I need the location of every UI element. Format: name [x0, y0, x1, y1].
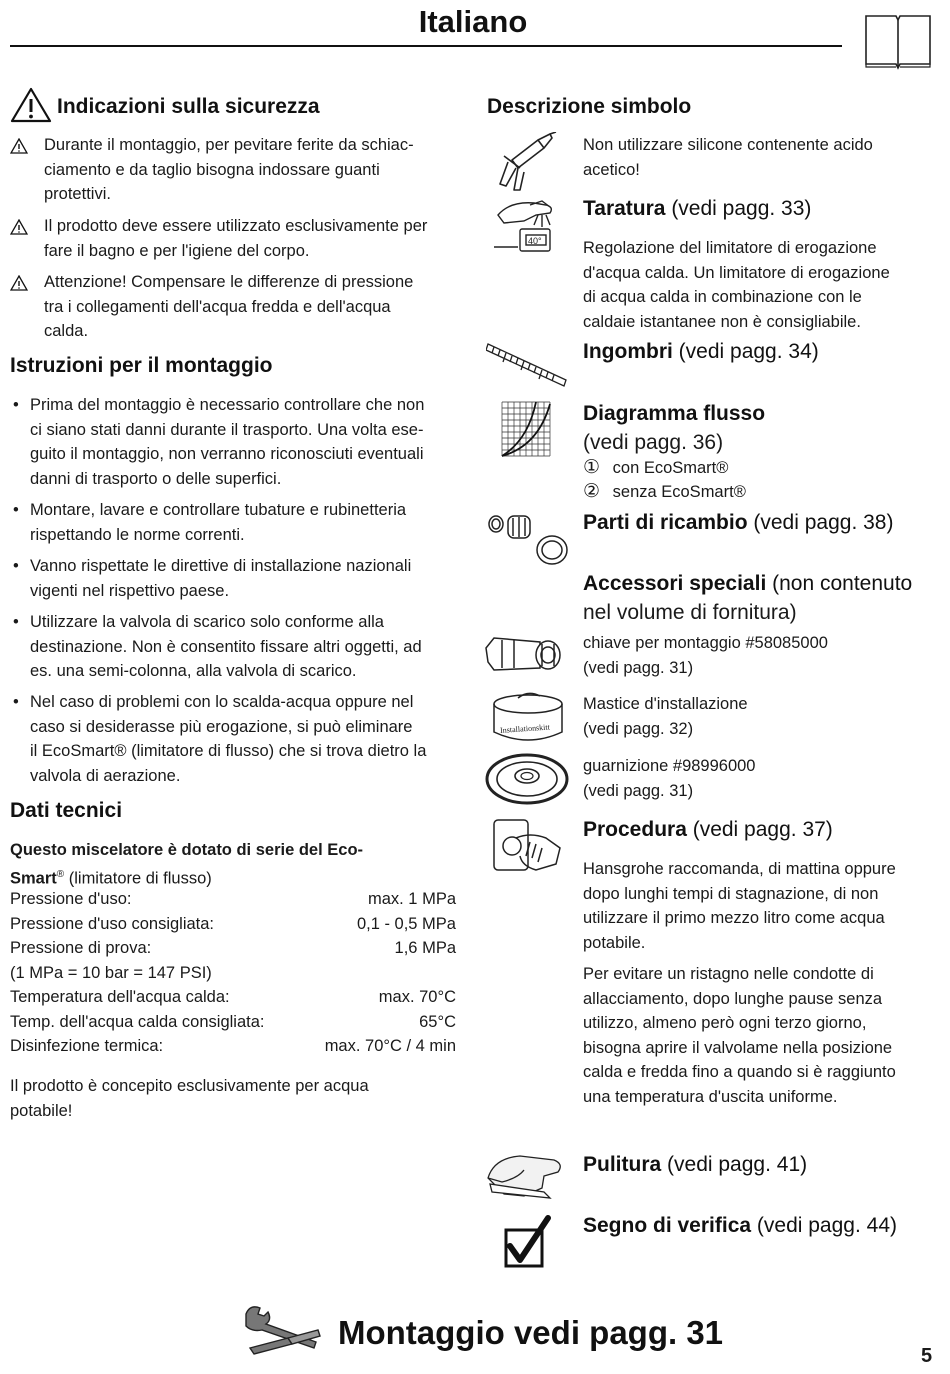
spec-label: Pressione di prova: [10, 939, 152, 957]
procedure-line: utilizzare il primo mezzo litro come acqua [583, 909, 885, 928]
flow-ref: (vedi pagg. 36) [583, 431, 724, 454]
procedure-line: potabile. [583, 933, 646, 952]
accessory-line: chiave per montaggio #58085000 [583, 634, 828, 652]
registered-mark: ® [56, 868, 65, 880]
procedure-line: allacciamento, dopo lunghe pause senza [583, 989, 883, 1008]
bullet-dot: • [13, 557, 19, 575]
procedure-hand-icon [490, 812, 564, 874]
spec-label: Temp. dell'acqua calda consigliata: [10, 1013, 265, 1031]
bullet-line: il EcoSmart® (limitatore di flusso) che si trova dietro la [30, 742, 427, 761]
procedure-heading [583, 816, 933, 844]
calibration-line: caldaie istantanee non è consigliabile. [583, 312, 861, 331]
spec-row [10, 887, 456, 912]
bullet-dot: • [13, 396, 19, 414]
procedure-title: Procedura [583, 818, 687, 841]
bullet-line: es. una semi-colonna, alla valvola di scarico. [30, 662, 357, 681]
spec-row [10, 985, 456, 1010]
warning-icon [10, 138, 28, 154]
accessory-line: Mastice d'installazione [583, 695, 748, 713]
dimensions-ref: (vedi pagg. 34) [672, 340, 819, 363]
bullet-line: valvola di aerazione. [30, 766, 181, 785]
bullet-line: caso si desiderasse più erogazione, si può eliminare [30, 717, 413, 736]
assembly-bullet [10, 610, 462, 684]
procedure-line: una temperatura d'uscita uniforme. [583, 1087, 838, 1106]
page-number: 5 [921, 1345, 933, 1367]
calibration-line: di acqua calda in combinazione con le [583, 288, 862, 307]
bullet-line: Montare, lavare e controllare tubature e rubinetteria [30, 501, 407, 519]
safety-line: calda. [44, 322, 89, 341]
accessories-title: Accessori speciali [583, 572, 767, 595]
technical-intro-rest: (limitatore di flusso) [64, 869, 212, 888]
spare-title: Parti di ricambio [583, 511, 748, 534]
mounting-key-icon [484, 628, 570, 680]
procedure-text-1 [583, 857, 933, 955]
check-heading [583, 1212, 933, 1240]
thermometer-display: 40° [528, 236, 542, 246]
assembly-bullet [10, 393, 462, 491]
safety-line: ciamento e da taglio bisogna indossare guanti [44, 160, 380, 179]
procedure-line: Hansgrohe raccomanda, di mattina oppure [583, 860, 896, 878]
calibration-ref: (vedi pagg. 33) [665, 197, 812, 220]
safety-line: tra i collegamenti dell'acqua fredda e dell'acqua [44, 297, 391, 316]
spec-row [10, 912, 456, 937]
spec-label: Disinfezione termica: [10, 1037, 164, 1055]
flow-diagram-icon [498, 400, 558, 458]
accessory-line: (vedi pagg. 31) [583, 781, 694, 800]
calibration-thermometer-icon [490, 195, 564, 259]
procedure-line: Per evitare un ristagno nelle condotte di [583, 965, 874, 983]
safety-item [10, 133, 460, 207]
technical-heading: Dati tecnici [10, 799, 123, 822]
calibration-title: Taratura [583, 197, 666, 220]
procedure-line: dopo lunghi tempi di stagnazione, di non [583, 884, 879, 903]
flow-heading: Diagramma flusso [583, 402, 766, 425]
note-line: Il prodotto è concepito esclusivamente per acqua [10, 1077, 369, 1095]
accessory-item [583, 631, 933, 680]
technical-intro-smart: Smart [10, 869, 57, 888]
technical-intro [10, 838, 460, 891]
procedure-line: calda e fredda fino a quando si è raggiunto [583, 1063, 896, 1082]
accessories-ref: (non contenuto [766, 572, 913, 595]
spec-value: max. 1 MPa [367, 890, 456, 908]
silicone-text [583, 133, 933, 182]
safety-line: Attenzione! Compensare le differenze di pressione [44, 273, 414, 291]
spec-value: 65°C [419, 1013, 456, 1031]
procedure-line: utilizzo, almeno però ogni terzo giorno, [583, 1014, 867, 1033]
accessory-item [583, 754, 933, 803]
spec-value: 0,1 - 0,5 MPa [356, 915, 456, 933]
cleaning-ref: (vedi pagg. 41) [661, 1153, 808, 1176]
spec-label: (1 MPa = 10 bar = 147 PSI) [10, 964, 212, 982]
accessories-ref-line: nel volume di fornitura) [583, 601, 797, 624]
calibration-text [583, 236, 933, 334]
spec-value: max. 70°C / 4 min [324, 1037, 456, 1055]
warning-triangle-icon [10, 87, 52, 123]
spec-label: Temperatura dell'acqua calda: [10, 988, 230, 1006]
procedure-text-2 [583, 962, 933, 1110]
circled-number-2: ② [583, 481, 601, 502]
spare-ref: (vedi pagg. 38) [747, 511, 894, 534]
safety-heading: Indicazioni sulla sicurezza [57, 95, 320, 118]
spec-row [10, 1034, 456, 1059]
tools-icon [242, 1302, 324, 1360]
cleaning-title: Pulitura [583, 1153, 662, 1176]
spare-parts-icon [486, 506, 570, 568]
assembly-bullet [10, 498, 462, 547]
bullet-line: Utilizzare la valvola di scarico solo conforme alla [30, 613, 384, 631]
symbols-heading: Descrizione simbolo [487, 95, 692, 118]
warning-icon [10, 275, 28, 291]
footer-title: Montaggio vedi pagg. 31 [338, 1314, 724, 1351]
bullet-line: Nel caso di problemi con lo scalda-acqua oppure nel [30, 693, 414, 711]
cleaning-heading [583, 1151, 933, 1179]
calibration-line: d'acqua calda. Un limitatore di erogazione [583, 263, 890, 282]
spec-row [10, 936, 456, 961]
accessory-line: (vedi pagg. 31) [583, 658, 694, 677]
calibration-heading [583, 195, 933, 223]
safety-line: Il prodotto deve essere utilizzato esclusivamente per [44, 217, 428, 235]
flow-item-label: senza EcoSmart® [612, 483, 746, 501]
dimensions-heading [583, 338, 933, 366]
accessories-heading [583, 570, 933, 598]
title-rule [10, 45, 842, 47]
bullet-dot: • [13, 693, 19, 711]
spec-label: Pressione d'uso consigliata: [10, 915, 215, 933]
spec-label: Pressione d'uso: [10, 890, 132, 908]
assembly-bullet [10, 554, 462, 603]
bullet-line: rispettando le norme correnti. [30, 525, 245, 544]
assembly-heading: Istruzioni per il montaggio [10, 354, 273, 377]
accessory-item [583, 692, 933, 741]
flow-item-label: con EcoSmart® [612, 459, 729, 477]
flow-item [583, 456, 933, 481]
bullet-line: guito il montaggio, non verranno riconosciuti eventuali [30, 445, 424, 464]
potable-note [10, 1074, 460, 1123]
book-icon [864, 12, 932, 70]
circled-number-1: ① [583, 457, 601, 478]
procedure-line: bisogna aprire il valvolame nella posizione [583, 1038, 893, 1057]
bullet-line: vigenti nel rispettivo paese. [30, 581, 230, 600]
spare-heading [583, 509, 933, 537]
dimensions-ruler-icon [486, 340, 568, 388]
flow-item [583, 480, 933, 505]
cleaning-hand-icon [484, 1148, 572, 1200]
spec-value: max. 70°C [378, 988, 456, 1006]
putty-tin-icon [488, 690, 568, 746]
gasket-icon [484, 752, 570, 806]
silicone-line: Non utilizzare silicone contenente acido [583, 136, 873, 154]
safety-item [10, 270, 460, 344]
accessory-line: (vedi pagg. 32) [583, 719, 694, 738]
spec-value: 1,6 MPa [394, 939, 456, 957]
warning-icon [10, 219, 28, 235]
silicone-gun-icon [494, 132, 560, 194]
checkmark-box-icon [500, 1214, 554, 1270]
bullet-line: destinazione. Non è consentito fissare altri oggetti, ad [30, 637, 422, 656]
spec-row [10, 1010, 456, 1035]
bullet-dot: • [13, 501, 19, 519]
safety-line: fare il bagno e per l'igiene del corpo. [44, 241, 310, 260]
bullet-line: danni di trasporto o delle superfici. [30, 469, 282, 488]
bullet-line: ci siano stati danni durante il trasporto. Una volta ese- [30, 420, 424, 439]
calibration-line: Regolazione del limitatore di erogazione [583, 239, 877, 257]
bullet-line: Vanno rispettate le direttive di installazione nazionali [30, 557, 412, 575]
spec-row [10, 961, 456, 986]
tin-label: Installationskitt [499, 722, 551, 735]
safety-item [10, 214, 460, 263]
safety-line: Durante il montaggio, per pevitare ferite da schiac- [44, 136, 414, 154]
procedure-ref: (vedi pagg. 37) [686, 818, 833, 841]
bullet-dot: • [13, 613, 19, 631]
check-title: Segno di verifica [583, 1214, 752, 1237]
note-line: potabile! [10, 1101, 73, 1120]
check-ref: (vedi pagg. 44) [751, 1214, 897, 1237]
technical-intro-line: Questo miscelatore è dotato di serie del Eco- [10, 841, 364, 859]
safety-line: protettivi. [44, 185, 111, 204]
dimensions-title: Ingombri [583, 340, 673, 363]
assembly-bullet [10, 690, 462, 788]
bullet-line: Prima del montaggio è necessario controllare che non [30, 396, 425, 414]
page-title: Italiano [418, 4, 528, 39]
accessory-line: guarnizione #98996000 [583, 757, 756, 775]
silicone-line: acetico! [583, 160, 640, 179]
